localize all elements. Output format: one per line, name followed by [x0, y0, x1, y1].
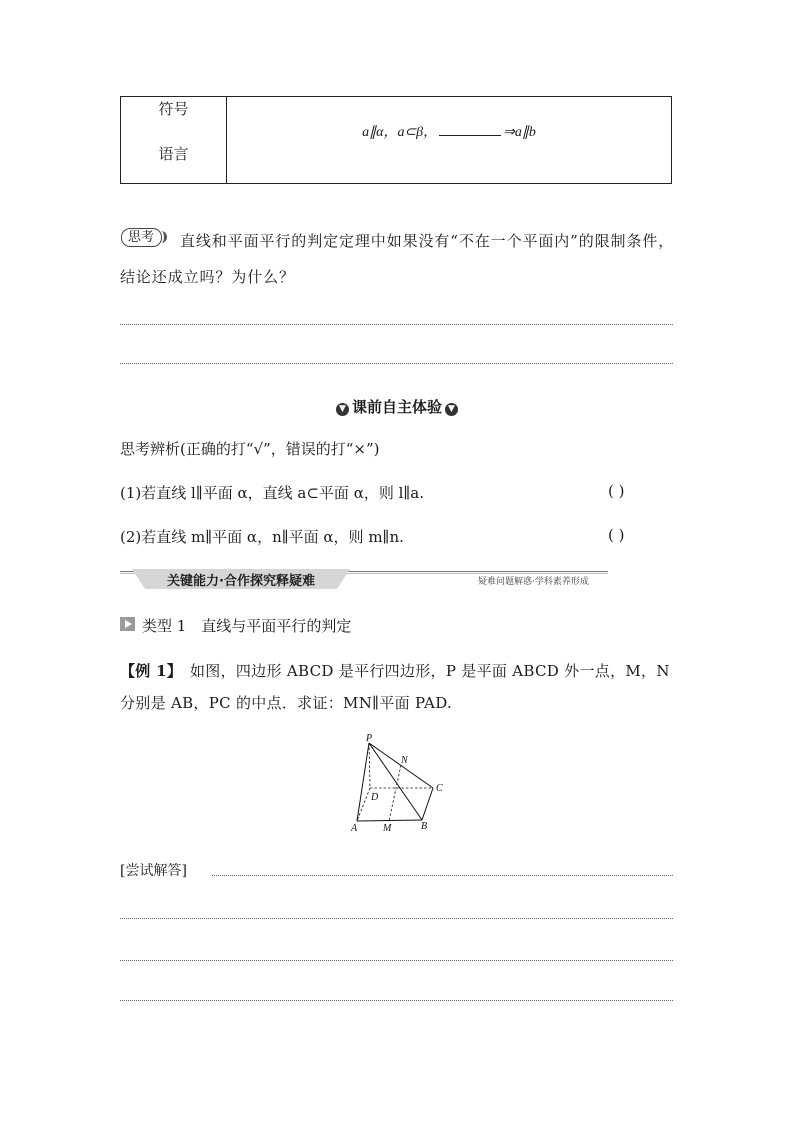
answer-line[interactable] [120, 363, 673, 364]
vertex-label-P: P [366, 733, 373, 744]
example-line2: 分别是 AB，PC 的中点．求证：MN∥平面 PAD. [120, 694, 453, 712]
chevron-down-icon: ▼ [336, 403, 349, 416]
example-tag: 【例 1】 [120, 662, 175, 680]
vertex-label-N: N [401, 755, 408, 766]
answer-line[interactable] [212, 875, 673, 876]
answer-paren-1[interactable]: ( ) [608, 482, 625, 500]
symbol-language-table [120, 96, 672, 184]
answer-line[interactable] [120, 324, 673, 325]
judge-intro: 思考辨析(正确的打“√”，错误的打“×”) [120, 440, 380, 458]
example-text: 如图，四边形 ABCD 是平行四边形，P 是平面 ABCD 外一点，M，N [174, 662, 670, 680]
think-badge: 思考 [121, 228, 162, 247]
formula-right: ⇒a∥b [503, 125, 536, 140]
table-label-line1: 符号 [158, 100, 189, 118]
think-question-line1: 直线和平面平行的判定定理中如果没有“不在一个平面内”的限制条件， [180, 232, 675, 250]
formula-left: a∥α，a⊂β， [362, 125, 438, 140]
vertex-label-C: C [436, 783, 443, 794]
vertex-label-A: A [351, 823, 358, 834]
vertex-label-M: M [383, 823, 392, 834]
edge-PD [369, 743, 370, 788]
chevron-down-icon: ▼ [445, 403, 458, 416]
banner-title: 关键能力·合作探究释疑难 [167, 574, 315, 589]
answer-line[interactable] [120, 960, 673, 961]
type-heading: 类型 1 直线与平面平行的判定 [142, 617, 352, 635]
answer-paren-2[interactable]: ( ) [608, 526, 625, 544]
pyramid-figure [340, 733, 452, 835]
edge-PA [357, 743, 369, 821]
edge-AD [357, 788, 370, 821]
formula-blank[interactable] [439, 123, 501, 136]
example-line1 [120, 660, 670, 681]
play-icon [120, 617, 135, 631]
section-heading [324, 396, 470, 417]
edge-PB [369, 743, 422, 820]
think-question-line2: 结论还成立吗？为什么？ [120, 268, 295, 286]
table-label-line2: 语言 [158, 145, 189, 163]
judge-question-2: (2)若直线 m∥平面 α，n∥平面 α，则 m∥n. [120, 528, 404, 546]
banner-subtitle: 疑难问题解惑·学科素养形成 [478, 577, 589, 587]
answer-line[interactable] [120, 918, 673, 919]
vertex-label-D: D [371, 792, 379, 803]
edge-BC [422, 788, 433, 820]
table-formula [227, 121, 671, 141]
section-title: 课前自主体验 [351, 398, 442, 416]
segment-MN [389, 765, 401, 821]
attempt-label: [尝试解答] [120, 863, 187, 879]
vertex-label-B: B [421, 821, 428, 832]
answer-line[interactable] [120, 1000, 673, 1001]
judge-question-1: (1)若直线 l∥平面 α，直线 a⊂平面 α，则 l∥a. [120, 484, 425, 502]
